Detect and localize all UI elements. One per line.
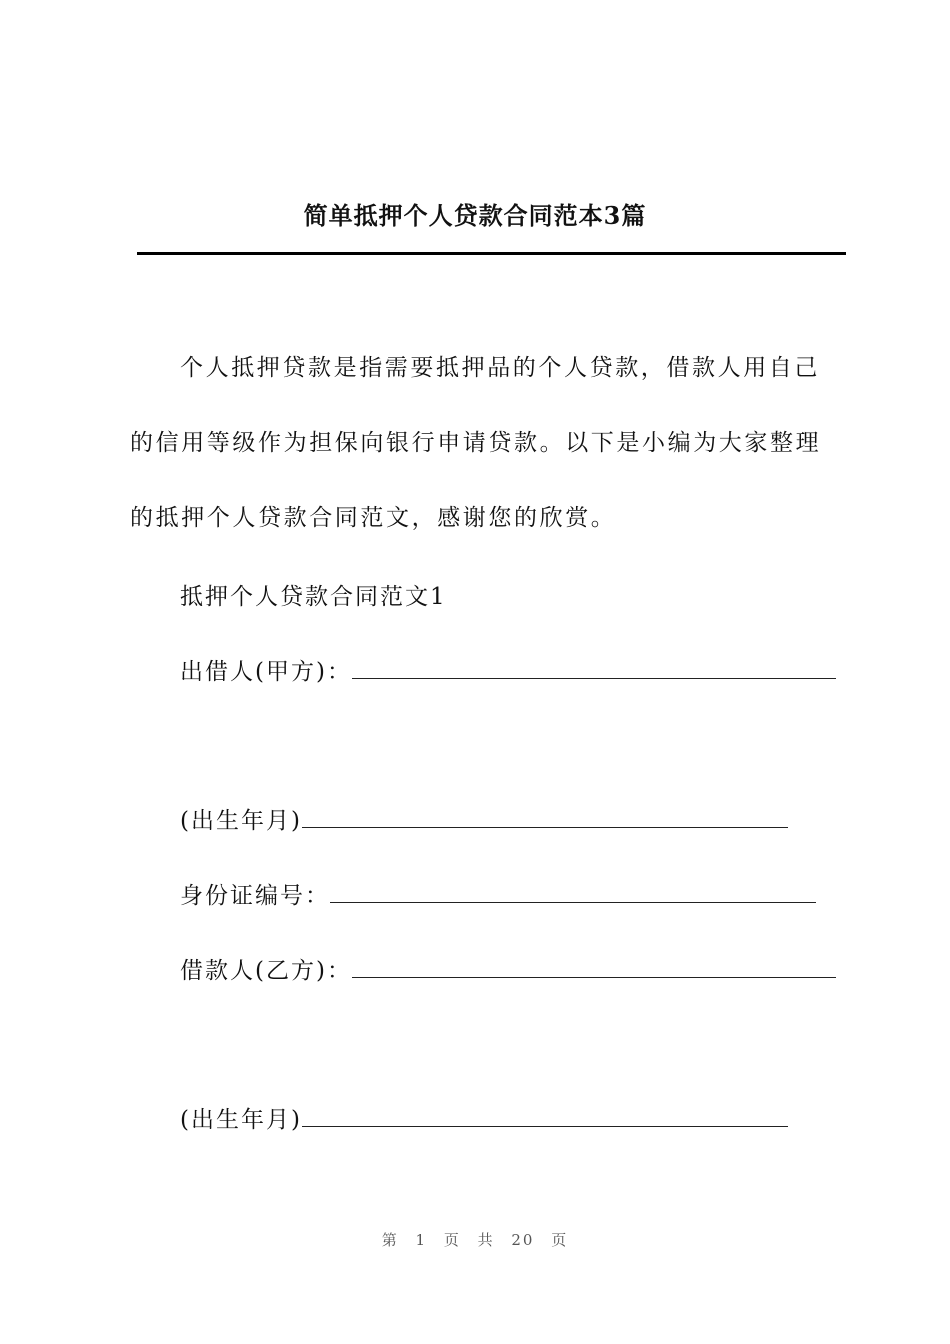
borrower-birth-label: (出生年月)	[180, 1107, 302, 1133]
borrower-birth-field	[180, 1101, 788, 1134]
intro-paragraph: 个人抵押贷款是指需要抵押品的个人贷款，借款人用自己的信用等级作为担保向银行申请贷款。以下是小编为大家整理的抵押个人贷款合同范文，感谢您的欣赏。	[130, 355, 822, 531]
lender-field	[180, 653, 836, 686]
borrower-blank	[352, 957, 836, 978]
id-number-blank	[330, 882, 816, 903]
section-heading: 抵押个人贷款合同范文1	[180, 584, 447, 610]
lender-label: 出借人(甲方)：	[180, 659, 352, 685]
id-number-field	[180, 877, 816, 910]
title-divider	[137, 252, 846, 255]
borrower-birth-blank	[302, 1106, 788, 1127]
id-number-label: 身份证编号：	[180, 883, 330, 909]
lender-birth-field	[180, 802, 788, 835]
document-title: 简单抵押个人贷款合同范本3篇	[303, 201, 647, 230]
lender-birth-blank	[302, 807, 788, 828]
lender-blank	[352, 658, 836, 679]
lender-birth-label: (出生年月)	[180, 808, 302, 834]
page-number-footer: 第 1 页 共 20 页	[381, 1231, 569, 1249]
borrower-label: 借款人(乙方)：	[180, 958, 352, 984]
borrower-field	[180, 952, 836, 985]
